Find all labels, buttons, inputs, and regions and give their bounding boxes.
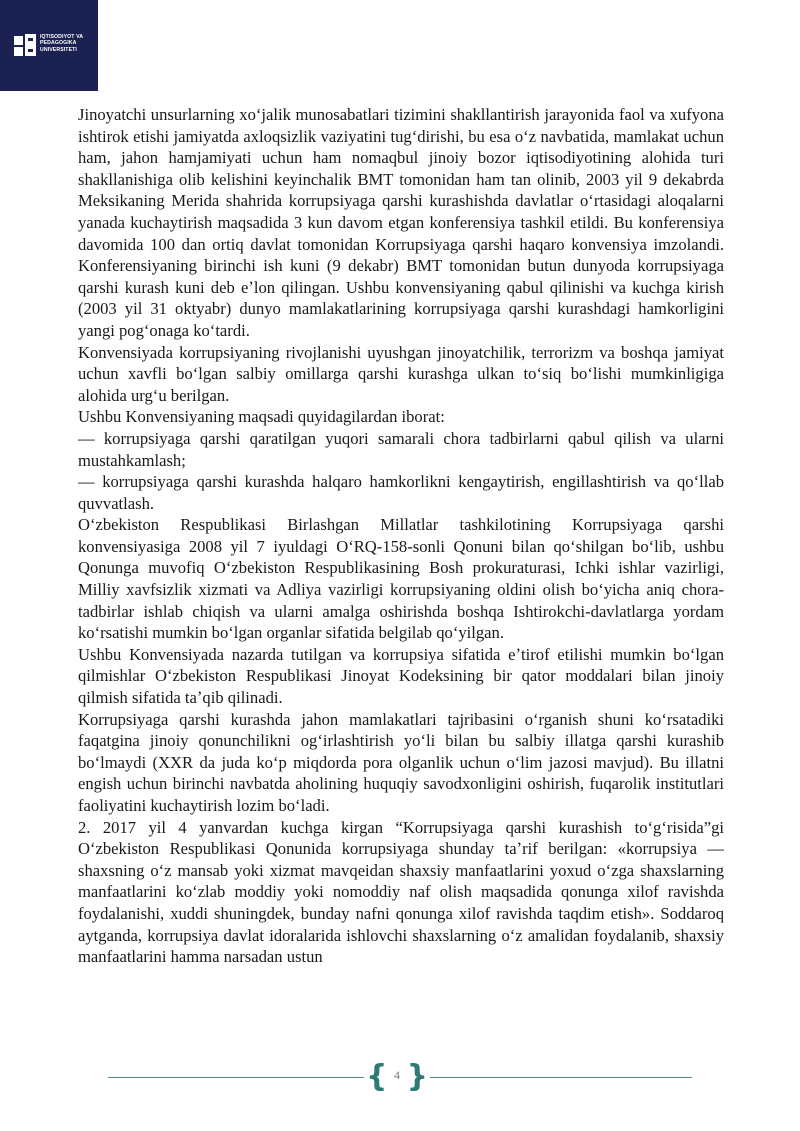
footer-divider-right xyxy=(430,1077,692,1078)
paragraph: Oʻzbekiston Respublikasi Birlashgan Millatlar tashkilotining Korrupsiyaga qarshi konvensiyasiga 2008 yil 7 iyuldagi OʻRQ-158-sonli Qonuni bilan qoʻshilgan boʻlib, ushbu Qonunga muvofiq Oʻzbekiston Respublikasining Bosh prokuraturasi, Ichki ishlar vazirligi, Milliy xavfsizlik xizmati va Adliya vazirligi korrupsiyaning oldini olish boʻyicha aniq chora-tadbirlar ishlab chiqish va ularni amalga oshirishda boshqa Ishtirokchi-davlatlarga yordam koʻrsatishi mumkin boʻlgan organlar sifatida belgilab qoʻyilgan. xyxy=(78,515,724,643)
university-name xyxy=(40,34,96,53)
page-number: 4 xyxy=(394,1068,400,1082)
page-number-box xyxy=(364,1059,430,1094)
paragraph: 2. 2017 yil 4 yanvardan kuchga kirgan “Korrupsiyaga qarshi kurashish toʻgʻrisida”gi Oʻzbekiston Respublikasi Qonunida korrupsiyaga shunday taʼrif berilgan: «korrupsiya — shaxsning oʻz mansab yoki xizmat mavqeidan shaxsiy manfaatlarini yoxud oʻzga shaxslarning manfaatlarini koʻzlab moddiy yoki nomoddiy naf olish maqsadida qonunga xilof ravishda foydalanishi, xuddi shuningdek, bunday nafni qonunga xilof ravishda taqdim etish». Soddaroq aytganda, korrupsiya davlat idoralarida ishlovchi shaxslarning oʻz amalidan foydalanib, shaxsiy manfaatlarini hamma narsadan ustun xyxy=(78,817,724,967)
logo-line: PEDAGOGIKA xyxy=(40,40,77,47)
paragraph: Ushbu Konvensiyaning maqsadi quyidagilardan iborat: xyxy=(78,407,445,427)
paragraph: Korrupsiyaga qarshi kurashda jahon mamlakatlari tajribasini oʻrganish shuni koʻrsatadiki faqatgina jinoiy qonunchilikni ogʻirlashtirish yoʻli bilan bu salbiy illatga qarshi kurashib boʻlmaydi (XXR da juda koʻp miqdorda pora olganlik uchun oʻlim jazosi mavjud). Bu illatni engish uchun birinchi navbatda aholining huquqiy savodxonligini oshirish, fuqarolik institutlari faoliyatini kuchaytirish lozim boʻladi. xyxy=(78,709,724,815)
list-item: — korrupsiyaga qarshi qaratilgan yuqori samarali chora tadbirlarni qabul qilish va ularni mustahkamlash; xyxy=(78,428,724,470)
document-body xyxy=(78,104,724,968)
paragraph: Ushbu Konvensiyada nazarda tutilgan va korrupsiya sifatida eʼtirof etilishi mumkin boʻlgan qilmishlar Oʻzbekiston Respublikasi Jinoyat Kodeksining bir qator moddalari bilan jinoiy qilmish sifatida taʼqib qilinadi. xyxy=(78,644,724,708)
paragraph: Jinoyatchi unsurlarning xoʻjalik munosabatlari tizimini shakllantirish jarayonida faol va xufyona ishtirok etishi jamiyatda axloqsizlik vaziyatini tugʻdirishi, bu esa oʻz navbatida, mamlakat uchun ham, jahon hamjamiyati uchun ham nomaqbul jinoiy bozor iqtisodiyotining alohida turi shakllanishiga olib kelishini keyinchalik BMT tomonidan ham tan olinib, 2003 yil 9 dekabrda Meksikaning Merida shahrida korrupsiyaga qarshi kurashishda davlatlar oʻrtasidagi aloqalarni yanada kuchaytirish maqsadida 3 kun davom etgan konferensiya tashkil etildi. Bu konferensiya davomida 100 dan ortiq davlat tomonidan Korrupsiyaga qarshi haqaro konvensiya imzolandi. Konferensiyaning birinchi ish kuni (9 dekabr) BMT tomonidan butun dunyoda korrupsiyaga qarshi kurash kuni deb eʼlon qilingan. Ushbu konvensiyaning qabul qilinishi va kuchga kirish (2003 yil 31 oktyabr) dunyo mamlakatlarining korrupsiyaga qarshi kurashdagi hamkorligini yangi pogʻonaga koʻtardi. xyxy=(78,105,724,340)
logo-line: UNIVERSITETI xyxy=(40,46,77,53)
list-item: — korrupsiyaga qarshi kurashda halqaro hamkorlikni kengaytirish, engillashtirish va qoʻllab quvvatlash. xyxy=(78,472,724,513)
header-logo-block xyxy=(0,0,98,91)
left-brace-icon: { xyxy=(366,1059,388,1094)
paragraph: Konvensiyada korrupsiyaning rivojlanishi uyushgan jinoyatchilik, terrorizm va boshqa jamiyat uchun xavfli boʻlgan salbiy omillarga qarshi kurashga ulkan toʻsiq boʻlishi mumkinligiga alohida urgʻu berilgan. xyxy=(78,342,724,405)
logo-line: IQTISODIYOT VA xyxy=(40,34,84,40)
right-brace-icon: } xyxy=(406,1059,428,1094)
footer-divider-left xyxy=(108,1077,364,1078)
university-logo-icon xyxy=(14,34,36,56)
